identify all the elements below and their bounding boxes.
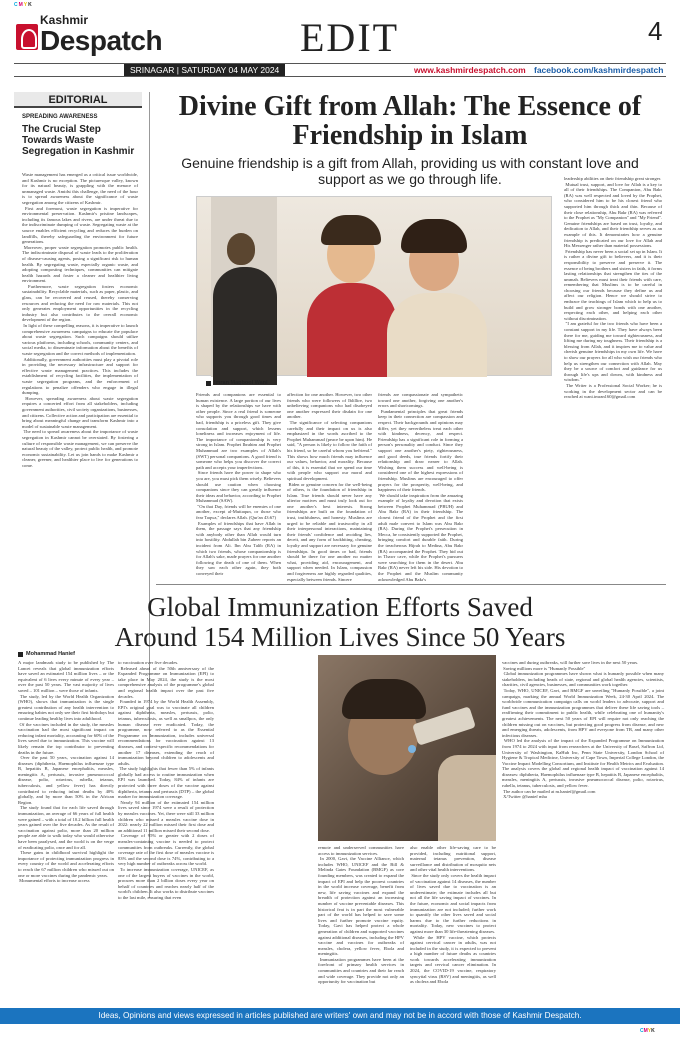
article2-title-line2: Around 154 Million Lives Since 50 Years [114,622,566,652]
cmyk-k: K [28,2,32,8]
child-hair-left [321,215,381,245]
child-hair [342,679,426,719]
article1-subtitle: Genuine friendship is a gift from Allah, providing us with constant love and support as we go through life. [181,155,639,187]
cmyk-k-bottom: K [651,1028,655,1034]
health-worker-hand [438,755,496,841]
article2-title-line1: Global Immunization Efforts Saved [147,592,533,622]
editorial-body: Waste management has emerged as a critical issue worldwide, and Kashmir is no exception. The picturesque valley, known for its natural beauty, is grappling with the menace of unmanaged waste. Amidst this challenge, the need of the hour is to spread awareness about the significance of waste segregation among the citizens of Kashmir. First and foremost, waste segregation is imperative for environmental preservation. Kashmir's pristine landscapes, including its famous lakes and rivers, are under threat due to the indiscriminate dumping of waste. Segregating waste at the source enables efficient recycling and reduces the burden on landfills, thereby safeguarding the environment for future generations. Moreover, proper waste segregation promotes public health. The indiscriminate disposal of waste leads to the proliferation of disease-causing agents, posing a significant risk to human health. By segregating waste, especially organic waste, and adopting composting techniques, communities can mitigate health hazards and foster a cleaner and healthier living environment. Furthermore, waste segregation fosters economic sustainability. Recyclable materials, such as paper, plastic, and glass, can be recovered and reused, thereby conserving resources and reducing the need for raw materials. This not only generates employment opportunities in the recycling industry but also contributes to the overall economic development of the region. In light of these compelling reasons, it is imperative to launch comprehensive awareness campaigns to educate the populace about waste segregation. Such campaigns should utilize various platforms, including schools, community centers, and social media, to disseminate information about the benefits of waste segregation and the correct methods of implementation. Additionally, government authorities must play a pivotal role in providing the necessary infrastructure and support for effective waste management practices. This includes the establishment of recycling facilities, the implementation of waste segregation programs, and the enforcement of regulations to penalize offenders who engage in illegal dumping. However, spreading awareness about waste segregation requires a concerted effort from all stakeholders, including government authorities, civil society organizations, businesses, and citizens. Collective action and participation are essential to bring about meaningful change and transform Kashmir into a model of sustainable waste management. The need to spread awareness about the importance of waste segregation in Kashmir cannot be overstated. By fostering a culture of responsible waste management, we can preserve the natural beauty of the valley, protect public health, and promote economic sustainability. Let us join hands to make Kashmir a cleaner, greener, and healthier place to live for generations to come. [22,172,138,468]
dateline-bar [14,63,666,77]
footer-disclaimer: Ideas, Opinions and views expressed in articles published are writers' own and may not be in accord with those of Kashmir Despatch. [0,1008,680,1024]
article2-column-4: also enable other life-saving care to be provided, including nutritional support, maternal tetanus prevention, disease surveillance and distribution of mosquito nets and other vital health interventions. Since the study only covers the health impact of vaccination against 14 diseases, the number of lives saved due to vaccination is an underestimate; the estimate includes all but not all the life saving impact of vaccines. In the future, economic and social impacts from immunization are not included; further work to quantify the other lives saved and social harms due to the further reductions in mortality. Today, new vaccines to protect against more than 30 life-threatening diseases. While the HPV vaccine, which protects against cervical cancer in adults, was not included in the study, it is expected to prevent a high number of future deaths as countries work towards accelerating immunization targets and cervical cancer elimination. In 2024, the COVID-19 vaccine, respiratory syncytial virus (RSV) and meningitis, as well as cholera and Ebola [410,845,496,985]
article1-byline: Imran Maqbool Wani [214,380,268,386]
cmyk-m-bottom: M [643,1028,648,1034]
article2-column-2: to vaccination over five decades. Released ahead of the 50th anniversary of the Expanded Programme on Immunization (EPI) to take place in May 2024, the study is the most comprehensive analysis of the programme's global and regional health impact over the past five decades. Founded in 1974 by the World Health Assembly, EPI's original goal was to vaccinate all children against diphtheria, measles, pertussis, polio, tetanus, tuberculosis, as well as smallpox, the only human disease ever eradicated. Today, the programme, now referred to as the Essential Programme on Immunization, includes universal recommendations for vaccination against 13 diseases, and context-specific recommendations for another 17 diseases, extending the reach of immunization beyond children to adolescents and adults. The study highlights that fewer than 5% of infants globally had access to routine immunization when EPI was launched. Today, 84% of infants are protected with three doses of the vaccine against diphtheria, tetanus and pertussis (DTP) – the global marker for immunization coverage. Nearly 94 million of the estimated 154 million lives saved since 1974 were a result of protection by measles vaccines. Yet, there were still 33 million children who missed a measles vaccine dose in 2022: nearly 22 million missed their first dose and an additional 11 million missed their second dose. Coverage of 95% or greater with 2 doses of measles-containing vaccine is needed to protect communities from outbreaks. Currently, the global coverage rate of the first dose of measles vaccine is 83% and the second dose is 74%, contributing to a very high number of outbreaks across the world. To increase immunization coverage, UNICEF, as one of the largest buyers of vaccines in the world, procures more than 2 billion doses every year on behalf of countries and reaches nearly half of the world's children. It also works to distribute vaccines to the last mile, ensuring that even [118,660,215,900]
brand-logo-icon [16,24,38,50]
article2-byline: Mohammad Hanief [26,651,75,657]
article2-title [60,592,620,652]
child-hair-right [401,219,467,253]
article1-column-1: Friends and companions are essential to human existence. A large portion of our lives is shaped by the relationships we have with other people. Since a real friend is someone who supports you through good times and bad, friendship is a priceless gift. They give consolation and support, which lessens loneliness and increases enjoyment of life. The importance of companionship is very strong in Islam. Prophet Ibrahim and Prophet Muhammad are two examples of Allah's (SWT) personal companions. A good friend is someone who helps you discover the correct path and accepts your imperfections. Since friends have the power to shape who you are, you must pick them wisely. Believers should use caution when choosing companions since they can greatly influence their ideas and behavior, according to Prophet Muhammad (SAW). "On that Day, friends will be enemies of one another, except al-Muttaqun, or those who fear Taqwa," declares Allah. (Qur'an 43:67) Examples of friendships that have Allah in them, the passage says that any friendship with anybody other than Allah would turn into hostility. Abdullah bin Zubeer reports an incident from Ali. Ibn Abu Talib (RA) in which two friends, whose companionship is for Allah's sake, made prayers for one another following the death of one of them. When they saw each other again, they both conveyed their [196,392,281,576]
article1-title: Divine Gift from Allah: The Essence of Friendship in Islam [178,91,642,151]
vaccine-drop-icon [408,745,416,753]
section-title: EDIT [300,15,400,60]
cmyk-y-bottom: Y [647,1028,652,1034]
article2-column-3: remote and underserved communities have access to immunization services. In 2000, Gavi, the Vaccine Alliance, which includes WHO, UNICEF and the Bill & Melinda Gates Foundation (BMGF) as core founding members, was created to expand the impact of EPI and help the poorest countries in the world increase coverage, benefit from new, life saving vaccines and expand the breadth of protection against an increasing number of vaccine preventable diseases. This historical feat is in part the most vulnerable part of the world has helped to save some lives and further promote vaccine equity. Today, Gavi has helped protect a whole generation of children and supported vaccines against additional diseases, including the HPV vaccine and vaccines for outbreaks of measles, cholera, yellow fever, Ebola and meningitis. Immunization programmes have been at the forefront of primary health services in communities and countries and their far reach and wide coverage. They provide not only an opportunity for vaccination but [318,845,405,985]
article1-column-3: friends are compassionate and sympathetic toward one another, forgiving one another's errors and shortcomings. Fundamental principles that great friends keep in their connection are compassion and respect. Their backgrounds and opinions may differ, yet they nevertheless treat each other with kindness, decency, and respect. Friendship has a significant role in forming a person's personality and conduct. Since they support one another's piety, righteousness, and good deeds, true friends fortify their relationship and draw nearer to Allah. Wishing them success and well-being is considered one of the highest expressions of friendship. Muslims are encouraged to offer prayers for the prosperity, well-being, and happiness of their friends. We should take inspiration from the amazing example of loyalty and devotion that exists between Prophet Muhammad (PBUH) and Abu Bakr (RA) in their friendship. The closest friend of the Prophet and the first adult male convert to Islam was Abu Bakr (RA). During the Prophet's persecution in Mecca, he consistently supported the Prophet, bringing comfort and durable faith. During the treacherous Hijrah to Medina, Abu Bakr (RA) accompanied the Prophet. They hid out in Thawr cave, while the Prophet's pursuers were searching for them in the desert. Abu Bakr (RA) never left his side. His devotion to the Prophet and the Muslim community acknowledged Abu Bakr's [378,392,463,582]
section-divider [156,584,666,585]
child-shirt-right [387,293,487,377]
article2-column-1: A major landmark study to be published by The Lancet reveals that global immunization efforts have saved an estimated 154 million lives – or the equivalent of 6 lives every minute of every year – over the past 50 years. The vast majority of lives saved – 101 million – were those of infants. The study, led by the World Health Organization (WHO), shows that immunization is the single greatest contribution of any health intervention to ensuring babies not only see their first birthdays but continue leading healthy lives into adulthood. Of the vaccines included in the study, the measles vaccination had the most significant impact on reducing infant mortality, accounting for 60% of the lives saved due to immunization. This vaccine will likely remain the top contributor to preventing deaths in the future. Over the past 50 years, vaccination against 14 diseases (diphtheria, Haemophilus influenzae type B, hepatitis B, Japanese encephalitis, measles, meningitis A, pertussis, invasive pneumococcal disease, polio, rotavirus, rubella, tetanus, tuberculosis, and yellow fever) has directly contributed to reducing infant deaths by 40% globally, and by more than 50% in the African Region. The study found that for each life saved through immunization, an average of 66 years of full health were gained – with a total of 10.2 billion full health years gained over the five decades. As the result of vaccination against polio, more than 20 million people are able to walk today who would otherwise have been paralysed, and the world is on the verge of eradicating polio, once and for all. These gains in childhood survival highlight the importance of protecting immunization progress in every country of the world and accelerating efforts to reach the 67 million children who missed out on one or more vaccines during the pandemic years. Monumental efforts to increase access [18,660,115,884]
article1-column-4: leadership abilities on their friendship great stronger. Mutual trust, support, and love for Allah is a key to all of their friendships. The Companion, Abu Bakr (RA) was well respected and loved by the Prophet, who considered him to be his closest friend who supported him through thick and thin. Because of their close relationship, Abu Bakr (RA) was referred to the Prophet as "My Companion" and "My Friend". Genuine friendships are based on trust, loyalty, and dedication to Allah, and their friendship serves as an example of this. It demonstrates how a genuine friendship is predicated on our love for Allah and His Messenger rather than material possessions. Friendship has never been a social set up in Islam. It is rather a divine gift to believers, and it is their responsibility to preserve and preserve it. The essence of being brothers and sisters in faith, it forms lasting relationships that strengthen the ties of the ummah. Believers must treat their friends with care, remembering that Muslims is to be careful in choosing our friends because they define us and affect our religion. Hence we should strive to embrace the teachings of Islam which to help us to build and grow stronger bonds with one another, respecting each other, and helping each other without discrimination. "I am grateful for the two friends who have been a constant support in my life. They have always been there for me, guiding me toward righteousness, and lifting me during my toughness. Their friendship is a blessing from Allah, and it inspires me to value and cherish genuine friendships in my own life. We have to show our prayers for all who wish our friends who help us strengthen our connection with Allah. May they be a source of comfort and guidance for us through life's ups and downs, with kindness and wisdom." The Writer is a Professional Social Worker; he is working in the development sector and can be reached at wani.imran160@gmail.com [564,176,662,400]
dateline: SRINAGAR | SATURDAY 04 MAY 2024 [124,64,285,76]
page-number: 4 [648,16,663,46]
editorial-kicker: SPREADING AWARENESS [22,114,98,120]
editorial-heading: EDITORIAL [14,92,142,108]
cmyk-y: Y [23,2,28,8]
editorial-title: The Crucial Step Towards Waste Segregation in Kashmir [22,124,135,157]
article2-column-5: vaccines and during outbreaks, will further save lives in the next 50 years. Saving millions more is "Humanly Possible" Global immunization programmes have shown what is humanly possible when many stakeholders, including heads of state, regional and global health agencies, scientists, charities, civil agencies, businesses, and communities work together. Today, WHO, UNICEF, Gavi, and BMGF are unveiling "Humanly Possible", a joint campaign, marking the annual World Immunization Week, 24-30 April 2024. The worldwide communication campaign calls on world leaders to advocate, support and fund vaccines and the immunization programmes that deliver these life saving tools – reaffirming their commitment to public health, while celebrating one of humanity's greatest achievements. The next 50 years of EPI will require not only reaching the children missing out on vaccines, but protecting good progress from disease, and new and emerging threats, adolescents, from HPV and everyone from TB, and many other infectious diseases. WHO led the analysis of the impact of the Expanded Programme on Immunization from 1974 to 2024 with input from researchers at the University of Basel, Saffron Ltd, University of Washington, KaHub Inc, Penn State University, London School of Hygiene & Tropical Medicine, University of Cape Town, Imperial College London, the Vaccine Impact Modelling Consortium, and Institute for Health Metrics and Evaluation. The analysis covers the global and regional health impact of vaccination against 14 diseases: diphtheria, Haemophilus influenzae type B, hepatitis B, Japanese encephalitis, measles, meningitis A, pertussis, invasive pneumococcal disease, polio, rotavirus, rubella, tetanus, tuberculosis, and yellow fever. The author can be mailed at m.hanief@gmail.com X/Twitter @hanief mha [502,660,664,800]
author-head [227,233,255,265]
author-body [213,267,277,385]
cmyk-registration-top [14,2,33,8]
brand-top: Kashmir [40,13,89,27]
byline-marker-icon [206,381,211,386]
article1-column-2: affection for one another. However, two other friends who were followers of Iblillire, two unbelieving companions who had disobeyed one another expressed their disdain for one another. The significance of selecting companions carefully and their impact on us is also emphasized in the words ascribed to the Prophet Muhammad (peace be upon him). He said, "A person is likely to follow the faith of his friend, so be careful whom you befriend." This shows how much friends may influence our values, behavior, and morality. Because of this, it is essential that we spend our time with people who support our moral and spiritual development. Biden or genuine concern for the well-being of others, is the foundation of friendship in Islam. True friends should never have any ulterior motives and must truly look out for one another's best interests. Strong friendships are built on the foundation of trust, truthfulness, and honesty. Muslims are urged to be reliable and trustworthy in all their interpersonal interactions, maintaining their friends' confidence and avoiding lies, deceit, and any form of backbiting, cheating, loyalty and support are necessary for genuine friendships. In good times or bad, friends should be there for one another no matter what, providing aid, encouragement, and support when needed. In Islam, compassion and forgiveness are highly regarded qualities, especially between friends. Sincere [287,392,372,582]
article2-photo [318,655,496,841]
facebook-link[interactable]: facebook.com/kashmirdespatch [534,65,664,75]
article1-photo [196,196,552,376]
cmyk-m: M [18,2,23,8]
cmyk-c-bottom: C [640,1028,644,1034]
brand-main: Despatch [40,25,163,56]
byline2-marker-icon [18,652,23,657]
child-shirt-left [307,283,397,377]
cmyk-c: C [14,2,18,8]
cmyk-registration-bottom [640,1028,655,1034]
website-link[interactable]: www.kashmirdespatch.com [414,65,526,75]
